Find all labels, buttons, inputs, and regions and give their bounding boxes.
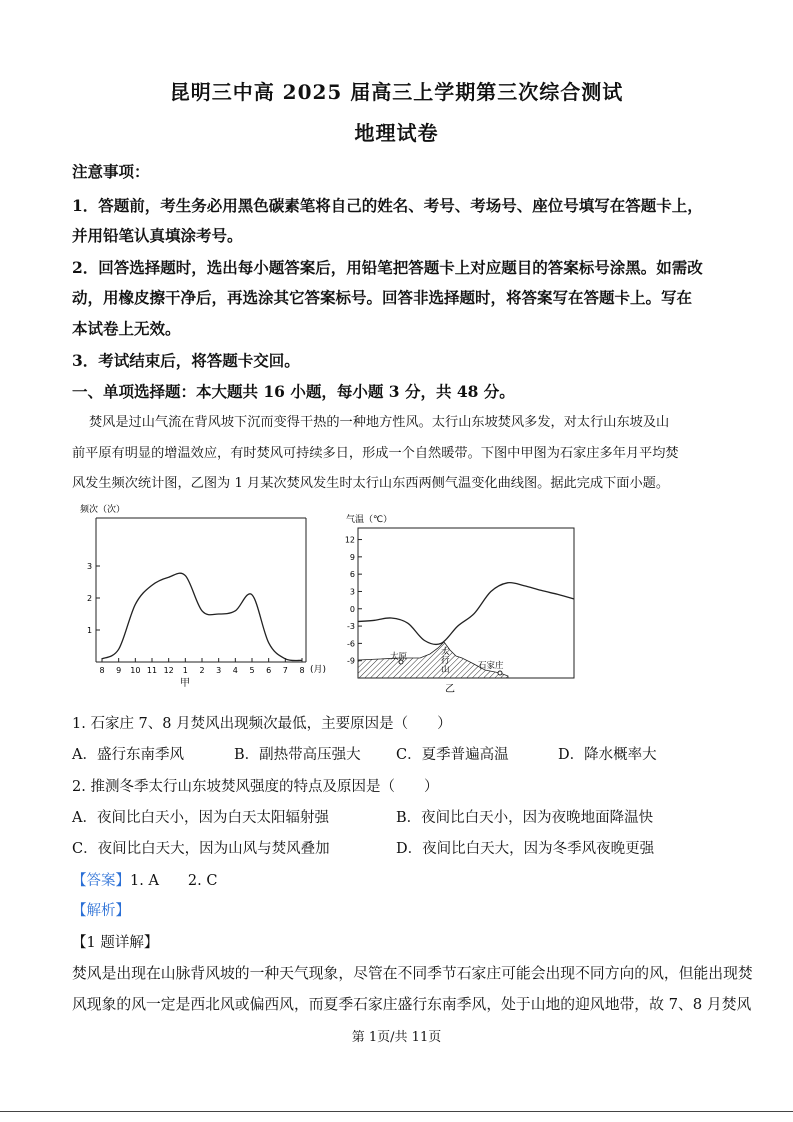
yi-caption: 乙 [445,684,455,695]
passage-line: 焚风是过山气流在背风坡下沉而变得干热的一种地方性风。太行山东坡焚风多发，对太行山东坡及山 [89,415,670,430]
notice-line: 1．答题前，考生务必用黑色碳素笔将自己的姓名、考号、考场号、座位号填写在答题卡上， [72,196,703,215]
yi-ytick-label: -9 [347,656,355,666]
exam-subtitle: 地理试卷 [354,121,439,145]
question-2-option-c[interactable]: C．夜间比白天大，因为山风与焚风叠加 [72,841,330,857]
yi-ytick-label: 3 [349,587,355,597]
page-number: 第 1页/共 11页 [351,1030,442,1045]
notice-line: 并用铅笔认真填涂考号。 [72,226,243,245]
question-2-option-b[interactable]: B．夜间比白天小，因为夜晚地面降温快 [396,810,654,826]
terrain-profile [358,642,508,678]
jia-xtick-label: 3 [216,666,222,675]
notice-line: 3．考试结束后，将答题卡交回。 [72,351,300,370]
notice-heading: 注意事项： [72,162,150,181]
jia-frequency-line [102,573,302,660]
jia-xtick-label: 7 [282,666,288,675]
jia-ytick-label: 1 [87,626,93,635]
jia-xtick-label: 8 [299,666,305,675]
jia-ylabel: 频次（次） [80,505,126,515]
section-heading: 一、单项选择题：本大题共 16 小题，每小题 3 分，共 48 分。 [72,382,515,401]
analysis-line: 风现象的风一定是西北风或偏西风，而夏季石家庄盛行东南季风，处于山地的迎风地带，故 7、8 月焚风 [72,996,752,1013]
question-2-option-a[interactable]: A．夜间比白天小，因为白天太阳辐射强 [72,810,329,826]
label-sjz: 石家庄 [478,661,504,671]
notice-line: 动，用橡皮擦干净后，再选涂其它答案标号。回答非选择题时，将答案写在答题卡上。写在 [72,288,693,307]
analysis-tag: 【解析】 [72,903,130,919]
question-1-option-d[interactable]: D．降水概率大 [558,747,657,763]
answer-row [72,869,217,890]
jia-ytick-label: 2 [87,594,93,603]
label-taiyuan: 太原 [390,652,408,662]
bottom-rule [0,1111,793,1112]
jia-ytick-label: 3 [87,562,93,571]
question-2-stem: 2. 推测冬季太行山东坡焚风强度的特点及原因是（ ） [72,779,439,795]
question-2-option-d[interactable]: D．夜间比白天大，因为冬季风夜晚更强 [396,841,655,857]
sjz-marker [498,671,502,675]
yi-ytick-label: -3 [347,622,355,632]
passage-line: 风发生频次统计图，乙图为 1 月某次焚风发生时太行山东西两侧气温变化曲线图。据此完成下面小题。 [72,476,670,491]
question-1-option-a[interactable]: A．盛行东南季风 [72,747,184,763]
notice-line: 2．回答选择题时，选出每小题答案后，用铅笔把答题卡上对应题目的答案标号涂黑。如需改 [72,258,703,277]
jia-xtick-label: 6 [266,666,272,675]
question-1-stem: 1. 石家庄 7、8 月焚风出现频次最低，主要原因是（ ） [72,716,452,732]
jia-xtick-label: 9 [116,666,122,675]
question-1-option-b[interactable]: B．副热带高压强大 [234,747,361,763]
jia-xtick-label: 1 [182,666,188,675]
jia-xtick-label: 2 [199,666,205,675]
yi-ytick-label: 9 [349,552,355,562]
yi-temperature-line [358,583,574,645]
jia-xtick-label: 11 [146,666,158,675]
exam-title: 昆明三中高 2025 届高三上学期第三次综合测试 [169,80,624,104]
figure-yi-chart [340,510,580,696]
jia-caption: 甲 [180,678,190,689]
yi-ytick-label: 0 [349,604,355,614]
notice-line: 本试卷上无效。 [72,319,181,338]
answer-text: 1. A 2. C [130,873,218,889]
label-taihang: 山 [441,665,450,675]
jia-xtick-label: 8 [99,666,105,675]
answer-tag: 【答案】 [72,873,130,889]
jia-xtick-label: 4 [232,666,238,675]
jia-xtick-label: 10 [130,666,141,675]
jia-xunit: (月) [310,665,327,675]
analysis-line: 焚风是出现在山脉背风坡的一种天气现象，尽管在不同季节石家庄可能会出现不同方向的风，但能出现焚 [72,965,753,982]
jia-xtick-label: 5 [249,666,255,675]
jia-xtick-label: 12 [163,666,174,675]
label-taihang: 太 [441,647,450,657]
yi-ytick-label: 12 [344,535,355,545]
analysis-detail-tag: 【1 题详解】 [72,935,159,951]
passage-line: 前平原有明显的增温效应，有时焚风可持续多日，形成一个自然暖带。下图中甲图为石家庄多年月平均焚 [72,446,679,461]
yi-ylabel: 气温（℃） [346,515,393,525]
yi-ytick-label: -6 [347,639,355,649]
figure-jia-chart [72,500,334,692]
label-taihang: 行 [441,656,450,666]
question-1-option-c[interactable]: C．夏季普遍高温 [396,747,509,763]
yi-ytick-label: 6 [349,570,355,580]
